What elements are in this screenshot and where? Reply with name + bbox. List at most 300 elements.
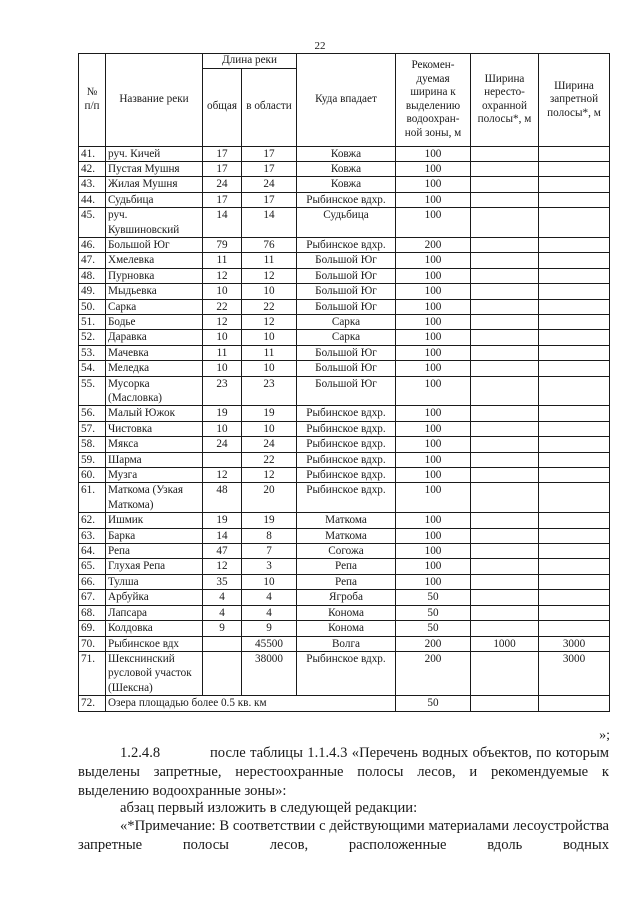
protective-width [471, 483, 539, 513]
length-total: 11 [203, 253, 242, 268]
river-name: Шарма [106, 452, 203, 467]
table-row [79, 299, 610, 314]
river-name: Сарка [106, 299, 203, 314]
river-name: Мусорка (Масловка) [106, 376, 203, 406]
length-region: 19 [242, 513, 297, 528]
table-row [79, 574, 610, 589]
length-total: 14 [203, 528, 242, 543]
length-total: 12 [203, 559, 242, 574]
recommended-width: 100 [396, 559, 471, 574]
length-region: 17 [242, 146, 297, 161]
empty-cell [471, 696, 539, 711]
protective-width [471, 268, 539, 283]
mouth: Рыбинское вдхр. [297, 452, 396, 467]
mouth: Ягроба [297, 590, 396, 605]
length-region: 10 [242, 284, 297, 299]
paragraph-note: «*Примечание: В соответствии с действующими материалами лесоустройства запретные полосы лесов, расположенные вдоль водных [78, 818, 609, 853]
row-number: 61. [79, 483, 106, 513]
river-name: Ишмик [106, 513, 203, 528]
forbidden-width [539, 544, 610, 559]
protective-width: 1000 [471, 636, 539, 651]
protective-width [471, 513, 539, 528]
length-region: 22 [242, 299, 297, 314]
recommended-width: 100 [396, 513, 471, 528]
forbidden-width [539, 605, 610, 620]
recommended-width: 100 [396, 192, 471, 207]
length-total: 12 [203, 268, 242, 283]
length-total: 23 [203, 376, 242, 406]
mouth: Рыбинское вдхр. [297, 483, 396, 513]
length-total: 17 [203, 192, 242, 207]
mouth: Конома [297, 605, 396, 620]
mouth: Большой Юг [297, 284, 396, 299]
protective-width [471, 621, 539, 636]
header-length-total: общая [203, 68, 242, 146]
river-name: Хмелевка [106, 253, 203, 268]
length-total: 4 [203, 605, 242, 620]
row-number: 56. [79, 406, 106, 421]
recommended-width: 100 [396, 406, 471, 421]
header-length: Длина реки [203, 54, 297, 69]
length-region: 4 [242, 590, 297, 605]
river-name: Даравка [106, 330, 203, 345]
recommended-width: 100 [396, 284, 471, 299]
mouth: Репа [297, 559, 396, 574]
table-row [79, 268, 610, 283]
river-name: Глухая Репа [106, 559, 203, 574]
forbidden-width [539, 590, 610, 605]
river-name: Пустая Мушня [106, 161, 203, 176]
length-region: 10 [242, 574, 297, 589]
length-total: 12 [203, 314, 242, 329]
row-number: 44. [79, 192, 106, 207]
length-region: 23 [242, 376, 297, 406]
length-region: 24 [242, 177, 297, 192]
protective-width [471, 237, 539, 252]
protective-width [471, 192, 539, 207]
mouth: Ковжа [297, 161, 396, 176]
river-name: руч. Кувшиновский [106, 208, 203, 238]
forbidden-width [539, 330, 610, 345]
mouth: Ковжа [297, 146, 396, 161]
forbidden-width [539, 177, 610, 192]
recommended-width: 100 [396, 544, 471, 559]
river-name: Жилая Мушня [106, 177, 203, 192]
length-region: 11 [242, 253, 297, 268]
protective-width [471, 559, 539, 574]
river-name: Колдовка [106, 621, 203, 636]
row-number: 49. [79, 284, 106, 299]
recommended-width: 200 [396, 636, 471, 651]
row-number: 66. [79, 574, 106, 589]
length-region: 45500 [242, 636, 297, 651]
river-name: руч. Кичей [106, 146, 203, 161]
row-number: 48. [79, 268, 106, 283]
row-number: 52. [79, 330, 106, 345]
protective-width [471, 590, 539, 605]
protective-width [471, 284, 539, 299]
recommended-width: 100 [396, 468, 471, 483]
row-number: 62. [79, 513, 106, 528]
length-total: 14 [203, 208, 242, 238]
length-total: 17 [203, 161, 242, 176]
length-region: 10 [242, 421, 297, 436]
table-row [79, 376, 610, 406]
protective-width [471, 314, 539, 329]
forbidden-width [539, 421, 610, 436]
river-name: Шекснинский русловой участок (Шексна) [106, 651, 203, 695]
length-total: 79 [203, 237, 242, 252]
recommended-width: 100 [396, 299, 471, 314]
river-name: Большой Юг [106, 237, 203, 252]
table-row [79, 314, 610, 329]
length-total: 10 [203, 361, 242, 376]
mouth: Судьбица [297, 208, 396, 238]
length-region: 17 [242, 161, 297, 176]
table-row [79, 146, 610, 161]
forbidden-width [539, 314, 610, 329]
table-row [79, 406, 610, 421]
forbidden-width [539, 146, 610, 161]
length-total: 24 [203, 177, 242, 192]
river-name: Тулша [106, 574, 203, 589]
river-name: Барка [106, 528, 203, 543]
length-region: 12 [242, 314, 297, 329]
row-number: 47. [79, 253, 106, 268]
recommended-width: 100 [396, 177, 471, 192]
empty-cell [539, 696, 610, 711]
forbidden-width: 3000 [539, 651, 610, 695]
river-name: Репа [106, 544, 203, 559]
length-region: 7 [242, 544, 297, 559]
length-region: 8 [242, 528, 297, 543]
length-region: 11 [242, 345, 297, 360]
row-number: 42. [79, 161, 106, 176]
length-total [203, 636, 242, 651]
length-total: 17 [203, 146, 242, 161]
recommended-width: 100 [396, 483, 471, 513]
length-region: 19 [242, 406, 297, 421]
forbidden-width [539, 284, 610, 299]
length-total: 12 [203, 468, 242, 483]
recommended-width: 50 [396, 590, 471, 605]
row-number: 60. [79, 468, 106, 483]
table-row [79, 544, 610, 559]
recommended-width: 100 [396, 528, 471, 543]
row-number: 55. [79, 376, 106, 406]
paragraph-1-2-4-8 [78, 744, 609, 801]
paragraph-instruction: абзац первый изложить в следующей редакции: [120, 800, 418, 816]
table-row [79, 345, 610, 360]
length-region: 76 [242, 237, 297, 252]
forbidden-width [539, 483, 610, 513]
recommended-width: 100 [396, 253, 471, 268]
table-row [79, 330, 610, 345]
protective-width [471, 406, 539, 421]
table-row [79, 208, 610, 238]
protective-width [471, 574, 539, 589]
length-total: 35 [203, 574, 242, 589]
row-number: 63. [79, 528, 106, 543]
recommended-width: 200 [396, 651, 471, 695]
recommended-width: 100 [396, 146, 471, 161]
length-region: 12 [242, 468, 297, 483]
row-number: 69. [79, 621, 106, 636]
table-row [79, 605, 610, 620]
forbidden-width [539, 192, 610, 207]
mouth: Большой Юг [297, 268, 396, 283]
length-total: 19 [203, 406, 242, 421]
header-recommended: Рекомен-дуемая ширина к выделению водоохран-ной зоны, м [396, 54, 471, 147]
length-region: 9 [242, 621, 297, 636]
row-number: 51. [79, 314, 106, 329]
forbidden-width [539, 237, 610, 252]
river-name: Маткома (Узкая Маткома) [106, 483, 203, 513]
table-row [79, 437, 610, 452]
forbidden-width [539, 345, 610, 360]
forbidden-width [539, 574, 610, 589]
row-number: 67. [79, 590, 106, 605]
river-name: Лапсара [106, 605, 203, 620]
table-row [79, 483, 610, 513]
length-region: 4 [242, 605, 297, 620]
table-row [79, 253, 610, 268]
recommended-width: 100 [396, 330, 471, 345]
row-number: 57. [79, 421, 106, 436]
mouth: Рыбинское вдхр. [297, 192, 396, 207]
forbidden-width [539, 528, 610, 543]
table-row-lakes [79, 696, 610, 711]
header-forbidden: Ширина запретной полосы*, м [539, 54, 610, 147]
row-number: 72. [79, 696, 106, 711]
forbidden-width [539, 559, 610, 574]
row-number: 59. [79, 452, 106, 467]
length-region: 12 [242, 268, 297, 283]
forbidden-width [539, 468, 610, 483]
table-row [79, 621, 610, 636]
header-mouth: Куда впадает [297, 54, 396, 147]
table-row [79, 452, 610, 467]
forbidden-width: 3000 [539, 636, 610, 651]
protective-width [471, 161, 539, 176]
length-total: 22 [203, 299, 242, 314]
row-number: 70. [79, 636, 106, 651]
river-name: Музга [106, 468, 203, 483]
length-total: 10 [203, 284, 242, 299]
recommended-width: 50 [396, 605, 471, 620]
recommended-width: 100 [396, 376, 471, 406]
length-total: 24 [203, 437, 242, 452]
header-name: Название реки [106, 54, 203, 147]
table-row [79, 161, 610, 176]
river-name: Пурновка [106, 268, 203, 283]
mouth: Маткома [297, 513, 396, 528]
protective-width [471, 253, 539, 268]
recommended-width: 50 [396, 621, 471, 636]
mouth: Рыбинское вдхр. [297, 406, 396, 421]
recommended-width: 100 [396, 421, 471, 436]
forbidden-width [539, 376, 610, 406]
length-region: 10 [242, 330, 297, 345]
row-number: 68. [79, 605, 106, 620]
mouth: Большой Юг [297, 361, 396, 376]
mouth: Рыбинское вдхр. [297, 237, 396, 252]
mouth: Конома [297, 621, 396, 636]
table-row [79, 651, 610, 695]
length-total: 10 [203, 421, 242, 436]
length-total: 4 [203, 590, 242, 605]
table-row [79, 177, 610, 192]
paragraph-text: после таблицы 1.1.4.3 «Перечень водных объектов, по которым выделены запретные, нерестоохранные полосы лесов, и рекомендуемые к выделению водоохранные зоны»: [78, 745, 609, 799]
page-number: 22 [314, 40, 326, 52]
protective-width [471, 345, 539, 360]
length-total: 10 [203, 330, 242, 345]
table-row [79, 192, 610, 207]
mouth: Репа [297, 574, 396, 589]
row-number: 46. [79, 237, 106, 252]
protective-width [471, 208, 539, 238]
river-name: Судьбица [106, 192, 203, 207]
length-region: 14 [242, 208, 297, 238]
forbidden-width [539, 268, 610, 283]
river-name: Мякса [106, 437, 203, 452]
recommended-width: 100 [396, 452, 471, 467]
row-number: 58. [79, 437, 106, 452]
mouth: Волга [297, 636, 396, 651]
length-region: 38000 [242, 651, 297, 695]
protective-width [471, 361, 539, 376]
protective-width [471, 452, 539, 467]
recommended-width: 200 [396, 237, 471, 252]
row-number: 71. [79, 651, 106, 695]
recommended-width: 100 [396, 345, 471, 360]
mouth: Большой Юг [297, 376, 396, 406]
recommended-width: 100 [396, 437, 471, 452]
river-name: Бодье [106, 314, 203, 329]
row-number: 54. [79, 361, 106, 376]
table-row [79, 421, 610, 436]
protective-width [471, 376, 539, 406]
row-number: 50. [79, 299, 106, 314]
length-region: 3 [242, 559, 297, 574]
row-number: 43. [79, 177, 106, 192]
header-length-region: в области [242, 68, 297, 146]
mouth: Рыбинское вдхр. [297, 421, 396, 436]
protective-width [471, 146, 539, 161]
length-region: 20 [242, 483, 297, 513]
row-number: 65. [79, 559, 106, 574]
table-row [79, 468, 610, 483]
mouth: Согожа [297, 544, 396, 559]
length-total [203, 651, 242, 695]
recommended-width: 50 [396, 696, 471, 711]
forbidden-width [539, 513, 610, 528]
length-total: 19 [203, 513, 242, 528]
mouth: Большой Юг [297, 253, 396, 268]
table-row [79, 636, 610, 651]
forbidden-width [539, 299, 610, 314]
protective-width [471, 437, 539, 452]
table-row [79, 559, 610, 574]
mouth: Большой Юг [297, 345, 396, 360]
forbidden-width [539, 208, 610, 238]
mouth: Сарка [297, 314, 396, 329]
protective-width [471, 177, 539, 192]
mouth: Сарка [297, 330, 396, 345]
forbidden-width [539, 452, 610, 467]
protective-width [471, 544, 539, 559]
river-name: Арбуйка [106, 590, 203, 605]
end-mark: »; [599, 728, 610, 743]
protective-width [471, 330, 539, 345]
recommended-width: 100 [396, 268, 471, 283]
table-row [79, 361, 610, 376]
river-name: Меледка [106, 361, 203, 376]
recommended-width: 100 [396, 161, 471, 176]
lakes-label: Озера площадью более 0.5 кв. км [106, 696, 396, 711]
row-number: 41. [79, 146, 106, 161]
protective-width [471, 651, 539, 695]
recommended-width: 100 [396, 361, 471, 376]
forbidden-width [539, 621, 610, 636]
table-row [79, 284, 610, 299]
recommended-width: 100 [396, 574, 471, 589]
length-region: 10 [242, 361, 297, 376]
forbidden-width [539, 253, 610, 268]
forbidden-width [539, 406, 610, 421]
row-number: 45. [79, 208, 106, 238]
header-num: № п/п [79, 54, 106, 147]
header-protective: Ширина нересто-охранной полосы*, м [471, 54, 539, 147]
mouth: Ковжа [297, 177, 396, 192]
length-region: 22 [242, 452, 297, 467]
mouth: Маткома [297, 528, 396, 543]
protective-width [471, 468, 539, 483]
river-name: Чистовка [106, 421, 203, 436]
recommended-width: 100 [396, 314, 471, 329]
mouth: Рыбинское вдхр. [297, 437, 396, 452]
length-total [203, 452, 242, 467]
rivers-table [78, 53, 610, 712]
length-total: 11 [203, 345, 242, 360]
paragraph-number: 1.2.4.8 [120, 745, 161, 761]
row-number: 64. [79, 544, 106, 559]
mouth: Большой Юг [297, 299, 396, 314]
length-total: 9 [203, 621, 242, 636]
protective-width [471, 299, 539, 314]
length-region: 17 [242, 192, 297, 207]
length-total: 48 [203, 483, 242, 513]
table-row [79, 237, 610, 252]
river-name: Рыбинское вдх [106, 636, 203, 651]
row-number: 53. [79, 345, 106, 360]
forbidden-width [539, 361, 610, 376]
length-region: 24 [242, 437, 297, 452]
river-name: Мачевка [106, 345, 203, 360]
protective-width [471, 605, 539, 620]
mouth: Рыбинское вдхр. [297, 651, 396, 695]
river-name: Малый Южок [106, 406, 203, 421]
table-row [79, 513, 610, 528]
protective-width [471, 421, 539, 436]
forbidden-width [539, 437, 610, 452]
table-row [79, 528, 610, 543]
table-row [79, 590, 610, 605]
recommended-width: 100 [396, 208, 471, 238]
protective-width [471, 528, 539, 543]
river-name: Мыдьевка [106, 284, 203, 299]
length-total: 47 [203, 544, 242, 559]
